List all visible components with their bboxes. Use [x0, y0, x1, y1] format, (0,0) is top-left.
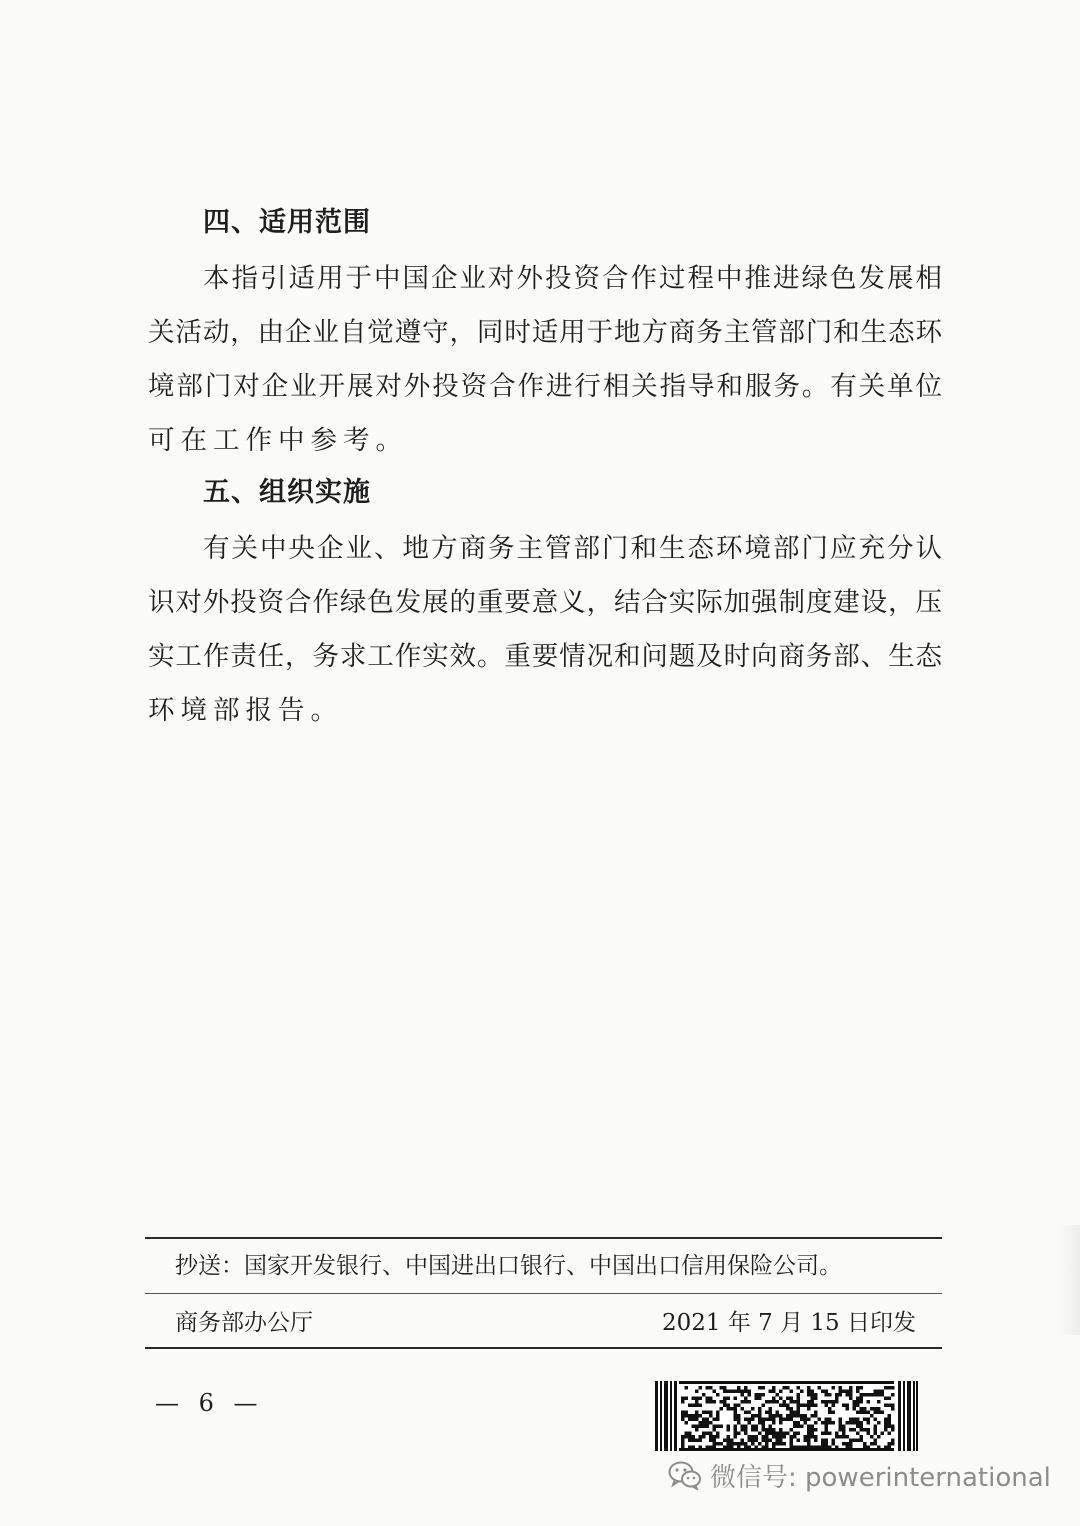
barcode-icon — [655, 1381, 918, 1451]
paragraph-line: 关活动，由企业自觉遵守，同时适用于地方商务主管部门和生态环 — [148, 317, 942, 348]
paragraph-line: 境部门对企业开展对外投资合作进行相关指导和服务。有关单位 — [148, 371, 942, 402]
section-heading-implementation: 五、组织实施 — [203, 477, 371, 508]
paragraph-line: 本指引适用于中国企业对外投资合作过程中推进绿色发展相 — [203, 263, 942, 294]
watermark — [668, 1455, 1051, 1495]
paragraph-line: 识对外投资合作绿色发展的重要意义，结合实际加强制度建设，压 — [148, 587, 942, 618]
footer-middle-rule — [145, 1293, 942, 1294]
issue-date: 2021 年 7 月 15 日印发 — [662, 1310, 916, 1336]
footer-bottom-rule — [145, 1347, 942, 1349]
paragraph-line: 环境部报告。 — [148, 695, 343, 726]
section-heading-scope: 四、适用范围 — [203, 207, 371, 238]
issuing-office: 商务部办公厅 — [175, 1310, 313, 1336]
page-number: — 6 — — [155, 1389, 264, 1417]
scan-shadow — [1058, 1225, 1080, 1335]
cc-recipients: 抄送：国家开发银行、中国进出口银行、中国出口信用保险公司。 — [175, 1253, 842, 1279]
paragraph-line: 可在工作中参考。 — [148, 425, 408, 456]
watermark-text: 微信号: powerinternational — [710, 1462, 1051, 1493]
paragraph-line: 有关中央企业、地方商务主管部门和生态环境部门应充分认 — [203, 533, 942, 564]
paragraph-line: 实工作责任，务求工作实效。重要情况和问题及时向商务部、生态 — [148, 641, 942, 672]
footer-top-rule — [145, 1237, 942, 1239]
wechat-logo-icon — [668, 1460, 702, 1490]
